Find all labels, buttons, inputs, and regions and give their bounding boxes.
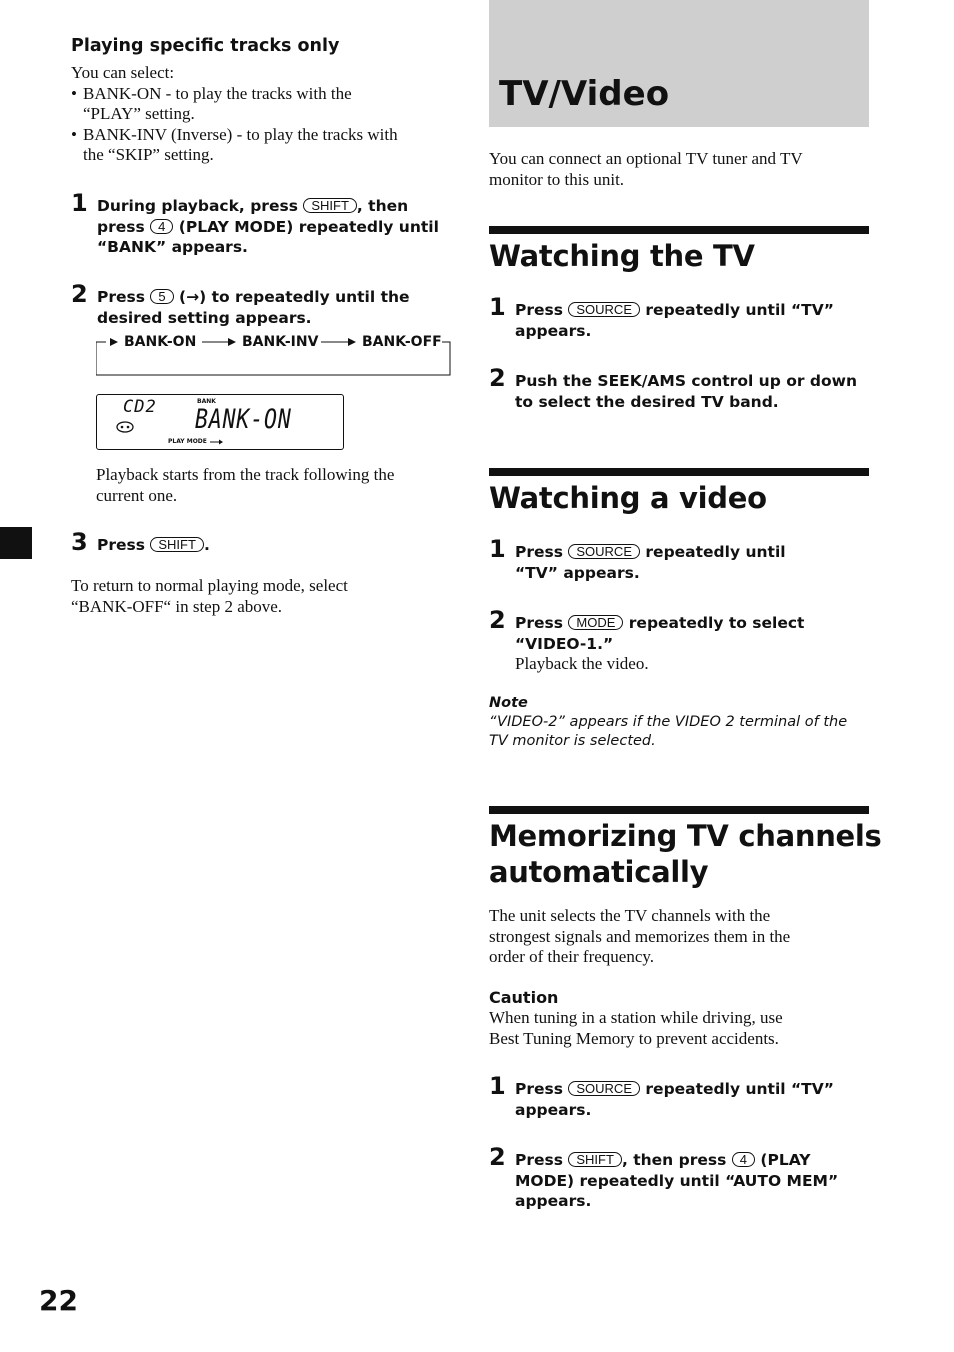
step-text: Press SHIFT , then press 4 (PLAY MODE) repeatedly until “AUTO MEM” appears. [515, 1151, 839, 1210]
mode-button-label: MODE [568, 615, 623, 630]
step-number: 1 [489, 293, 506, 321]
heading-watching-video: Watching a video [489, 481, 767, 515]
step-text: Press SOURCE repeatedly until “TV” appears. [515, 301, 834, 340]
step-number: 1 [71, 189, 88, 217]
source-button-label: SOURCE [568, 544, 640, 559]
shift-button-label: SHIFT [303, 198, 357, 213]
step-number: 2 [489, 1143, 506, 1171]
shift-button-label: SHIFT [150, 537, 204, 552]
step-text: Press SOURCE repeatedly until “TV” appears. [515, 1080, 834, 1119]
note-label: Note [489, 695, 528, 711]
shift-button-label: SHIFT [568, 1152, 622, 1167]
left-intro-block [71, 63, 461, 166]
caution-block: Caution When tuning in a station while driving, use Best Tuning Memory to prevent accidents. [489, 988, 869, 1049]
bullet-dot: • [71, 83, 77, 103]
step-text: Press MODE repeatedly to select “VIDEO-1.” Playback the video. [515, 614, 805, 673]
lcd-display-illustration [96, 394, 344, 450]
flow-bank-off: BANK-OFF [362, 334, 442, 350]
page-number: 22 [39, 1284, 78, 1317]
section-heading-playing-specific-tracks: Playing specific tracks only [71, 36, 340, 56]
return-note: To return to normal playing mode, select “BANK-OFF“ in step 2 above. [71, 576, 348, 616]
arrow-right-icon [210, 439, 224, 445]
chapter-title-banner [489, 0, 869, 127]
bank-flow-diagram [96, 332, 452, 376]
step-text: During playback, press SHIFT , then press 4 (PLAY MODE) repeatedly until “BANK” appears. [97, 197, 439, 256]
key-4-label: 4 [150, 219, 173, 234]
chapter-title: TV/Video [499, 74, 670, 114]
step-number: 1 [489, 1072, 506, 1100]
source-button-label: SOURCE [568, 1081, 640, 1096]
step-number: 2 [489, 606, 506, 634]
step-text: Press SOURCE repeatedly until “TV” appears. [515, 543, 786, 582]
key-5-label: 5 [150, 289, 173, 304]
caution-label: Caution [489, 988, 559, 1007]
video-note: Note “VIDEO-2” appears if the VIDEO 2 terminal of the TV monitor is selected. [489, 694, 869, 751]
intro-text: You can select: [71, 63, 175, 82]
flow-bank-on: BANK-ON [124, 334, 197, 350]
lcd-bank-indicator: BANK [197, 398, 216, 405]
section-rule [489, 468, 869, 476]
bullet-item: • BANK-ON - to play the tracks with the “PLAY” setting. [71, 83, 352, 123]
heading-watching-tv: Watching the TV [489, 239, 755, 273]
lcd-cd-indicator: CD2 [123, 397, 157, 417]
memorize-intro: The unit selects the TV channels with the strongest signals and memorizes them in the order of their frequency. [489, 906, 791, 966]
disc-icon [116, 421, 136, 433]
bullet-dot: • [71, 124, 77, 144]
section-rule [489, 226, 869, 234]
source-button-label: SOURCE [568, 302, 640, 317]
step-text: Press SHIFT . [97, 536, 210, 554]
lcd-main-text: BANK-ON [195, 404, 292, 435]
step-number: 2 [71, 280, 88, 308]
step-text: Push the SEEK/AMS control up or down to select the desired TV band. [515, 372, 857, 411]
section-tab-marker [0, 527, 32, 559]
playback-note: Playback starts from the track following the current one. [96, 465, 395, 505]
section-rule [489, 806, 869, 814]
flow-bank-inv: BANK-INV [242, 334, 319, 350]
key-4-label: 4 [732, 1152, 755, 1167]
step-number: 2 [489, 364, 506, 392]
tv-video-intro: You can connect an optional TV tuner and TV monitor to this unit. [489, 149, 803, 189]
step-number: 3 [71, 528, 88, 556]
step-text: Press 5 (→) to repeatedly until the desired setting appears. [97, 288, 410, 327]
heading-memorizing-tv: Memorizing TV channels automatically [489, 819, 882, 889]
bullet-item: • BANK-INV (Inverse) - to play the tracks with the “SKIP” setting. [71, 124, 398, 164]
step-number: 1 [489, 535, 506, 563]
lcd-play-mode-indicator: PLAY MODE [168, 438, 207, 445]
